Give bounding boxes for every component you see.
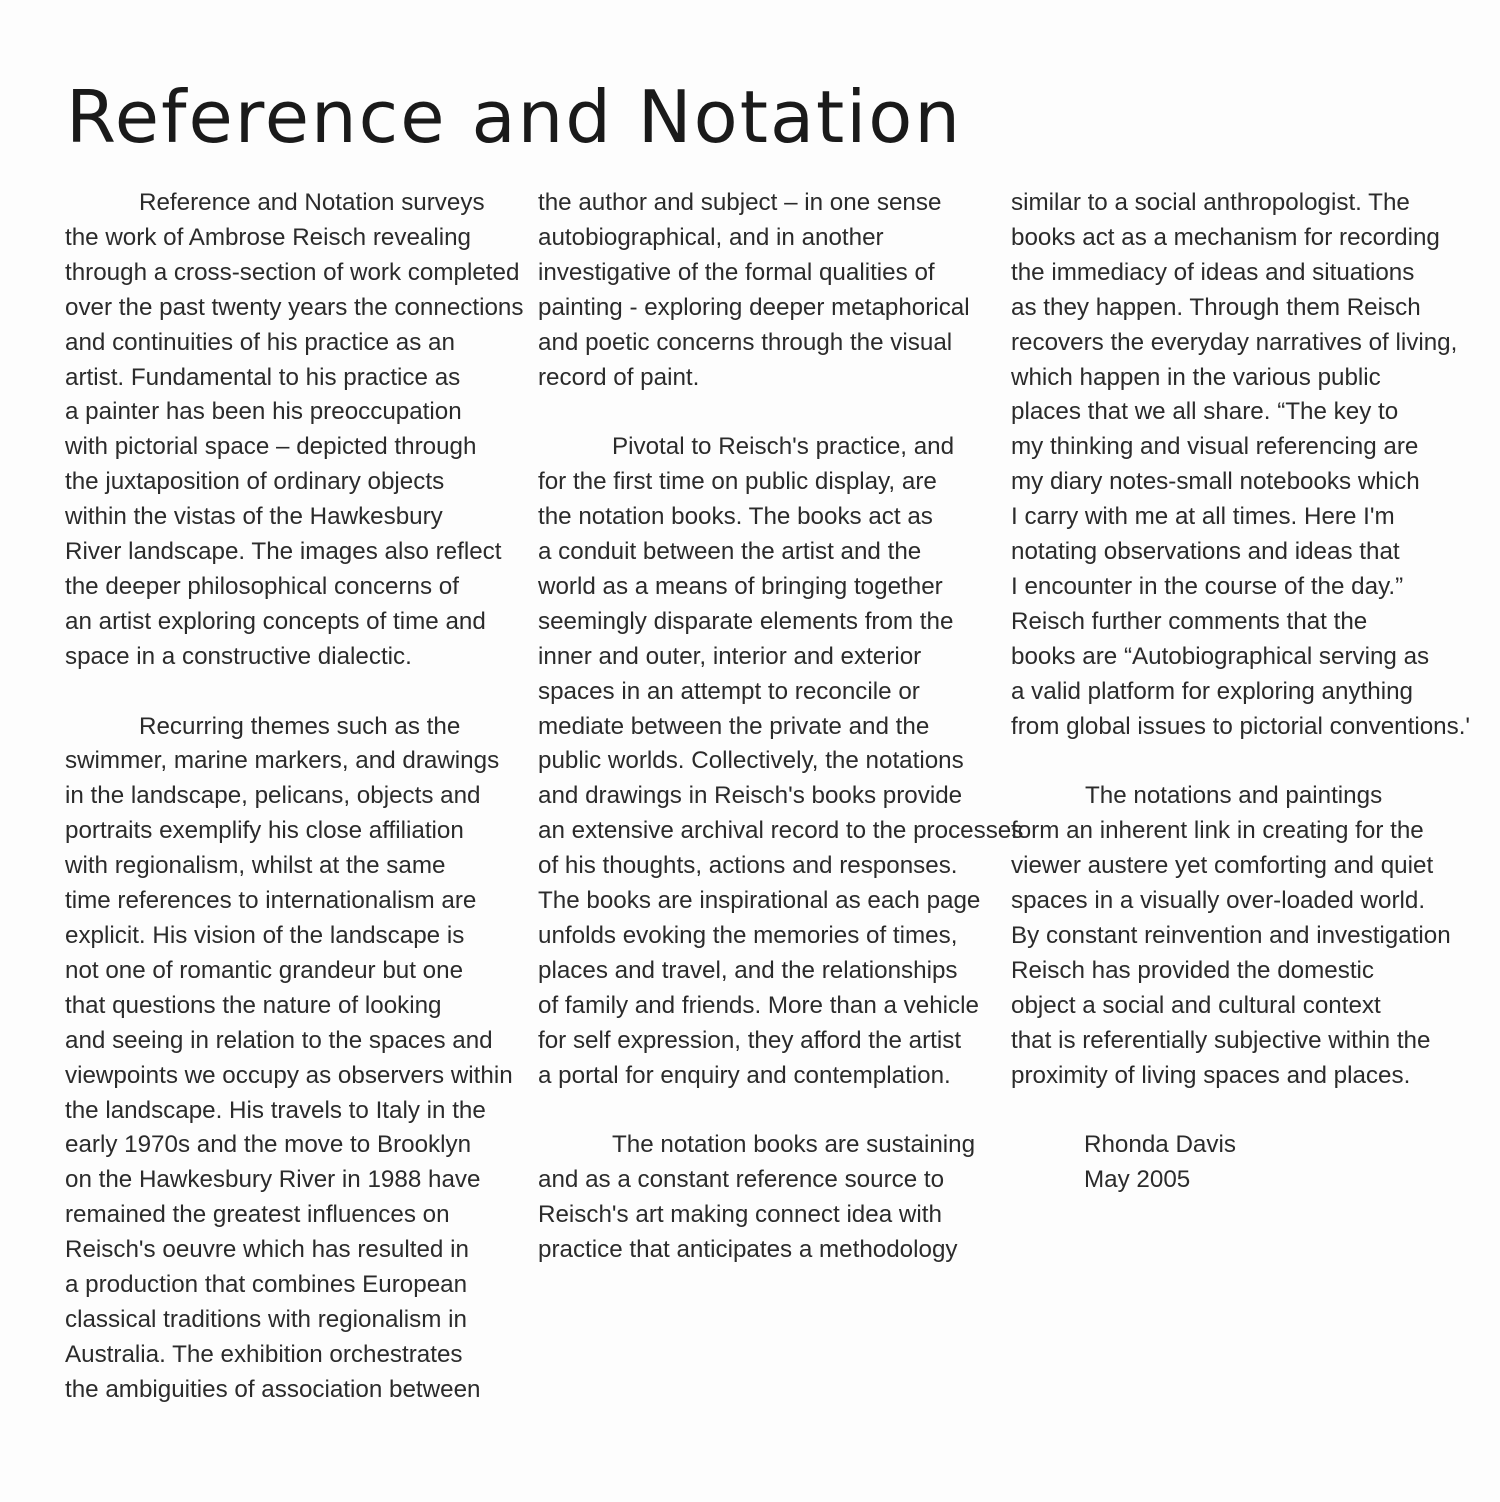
- text-line: River landscape. The images also reflect: [65, 538, 502, 566]
- text-line: spaces in an attempt to reconcile or: [538, 677, 920, 705]
- text-line: my diary notes-small notebooks which: [1011, 468, 1420, 496]
- text-line: artist. Fundamental to his practice as: [65, 363, 461, 391]
- text-line: world as a means of bringing together: [538, 572, 943, 600]
- text-line: the immediacy of ideas and situations: [1011, 258, 1415, 286]
- text-line: a portal for enquiry and contemplation.: [538, 1061, 951, 1089]
- text-line: of his thoughts, actions and responses.: [538, 852, 958, 880]
- text-line: from global issues to pictorial conventions.': [1011, 712, 1471, 740]
- text-line: through a cross-section of work completed: [65, 258, 520, 286]
- text-line: space in a constructive dialectic.: [65, 642, 412, 670]
- text-line: with pictorial space – depicted through: [65, 433, 477, 461]
- text-line: Australia. The exhibition orchestrates: [65, 1340, 463, 1368]
- text-line: Recurring themes such as the: [139, 712, 461, 740]
- text-line: remained the greatest influences on: [65, 1201, 450, 1229]
- text-line: and seeing in relation to the spaces and: [65, 1026, 493, 1054]
- text-line: portraits exemplify his close affiliation: [65, 817, 464, 845]
- text-line: explicit. His vision of the landscape is: [65, 922, 465, 950]
- text-line: the deeper philosophical concerns of: [65, 572, 459, 600]
- text-line: mediate between the private and the: [538, 712, 930, 740]
- text-line: the work of Ambrose Reisch revealing: [65, 223, 472, 251]
- text-line: The notation books are sustaining: [612, 1131, 976, 1159]
- text-line: my thinking and visual referencing are: [1011, 433, 1419, 461]
- text-line: a valid platform for exploring anything: [1011, 677, 1413, 705]
- text-line: Reisch further comments that the: [1011, 607, 1368, 635]
- text-line: not one of romantic grandeur but one: [65, 956, 464, 984]
- text-line: seemingly disparate elements from the: [538, 607, 954, 635]
- text-line: investigative of the formal qualities of: [538, 258, 935, 286]
- paragraph: [1011, 779, 1461, 1093]
- text-line: spaces in a visually over-loaded world.: [1011, 887, 1426, 915]
- text-line: proximity of living spaces and places.: [1011, 1061, 1411, 1089]
- text-line: as they happen. Through them Reisch: [1011, 293, 1421, 321]
- text-line: viewer austere yet comforting and quiet: [1011, 852, 1434, 880]
- text-column-2: [538, 186, 1024, 1268]
- text-line: the juxtaposition of ordinary objects: [65, 468, 445, 496]
- text-line: I encounter in the course of the day.”: [1011, 572, 1404, 600]
- paragraph-gap: [538, 1094, 988, 1129]
- text-line: an artist exploring concepts of time and: [65, 607, 486, 635]
- text-line: the notation books. The books act as: [538, 503, 933, 531]
- paragraph: [538, 1128, 988, 1268]
- text-line: time references to internationalism are: [65, 887, 477, 915]
- text-line: and continuities of his practice as an: [65, 328, 455, 356]
- text-line: recovers the everyday narratives of living,: [1011, 328, 1458, 356]
- text-line: inner and outer, interior and exterior: [538, 642, 922, 670]
- text-line: books act as a mechanism for recording: [1011, 223, 1440, 251]
- text-line: Reisch's oeuvre which has resulted in: [65, 1236, 469, 1264]
- text-column-1: [65, 186, 524, 1408]
- paragraph: [65, 710, 513, 1408]
- text-line: The notations and paintings: [1085, 782, 1383, 810]
- text-line: the ambiguities of association between: [65, 1375, 481, 1403]
- text-line: object a social and cultural context: [1011, 991, 1381, 1019]
- text-line: early 1970s and the move to Brooklyn: [65, 1131, 472, 1159]
- signature-date: May 2005: [1084, 1166, 1191, 1194]
- text-line: a production that combines European: [65, 1271, 468, 1299]
- text-column-3: [1011, 186, 1471, 1198]
- text-line: swimmer, marine markers, and drawings: [65, 747, 500, 775]
- paragraph-gap: [1011, 1094, 1461, 1129]
- text-line: public worlds. Collectively, the notations: [538, 747, 964, 775]
- text-line: and poetic concerns through the visual: [538, 328, 953, 356]
- text-line: similar to a social anthropologist. The: [1011, 189, 1410, 216]
- text-line: a painter has been his preoccupation: [65, 398, 462, 426]
- text-line: By constant reinvention and investigation: [1011, 922, 1451, 950]
- text-line: Reisch has provided the domestic: [1011, 956, 1375, 984]
- text-line: that is referentially subjective within the: [1011, 1026, 1431, 1054]
- text-line: a conduit between the artist and the: [538, 538, 922, 566]
- paragraph: [538, 430, 1024, 1093]
- page-title: Reference and Notation: [66, 75, 962, 159]
- paragraph: [538, 186, 988, 395]
- paragraph-gap: [65, 675, 510, 710]
- text-line: places and travel, and the relationships: [538, 956, 958, 984]
- text-line: practice that anticipates a methodology: [538, 1236, 958, 1264]
- text-line: on the Hawkesbury River in 1988 have: [65, 1166, 481, 1194]
- author-name: Rhonda Davis: [1084, 1131, 1236, 1159]
- text-line: with regionalism, whilst at the same: [65, 852, 446, 880]
- text-line: and as a constant reference source to: [538, 1166, 945, 1194]
- text-line: the landscape. His travels to Italy in the: [65, 1096, 486, 1124]
- text-line: in the landscape, pelicans, objects and: [65, 782, 481, 810]
- text-line: form an inherent link in creating for the: [1011, 817, 1424, 845]
- text-line: places that we all share. “The key to: [1011, 398, 1399, 426]
- text-line: and drawings in Reisch's books provide: [538, 782, 963, 810]
- paragraph: [65, 186, 524, 675]
- paragraph-gap: [1011, 745, 1461, 780]
- text-line: which happen in the various public: [1011, 363, 1381, 391]
- text-line: within the vistas of the Hawkesbury: [65, 503, 443, 531]
- text-line: The books are inspirational as each page: [538, 887, 981, 915]
- text-line: the author and subject – in one sense: [538, 189, 942, 216]
- text-line: that questions the nature of looking: [65, 991, 442, 1019]
- text-line: Pivotal to Reisch's practice, and: [612, 433, 955, 461]
- text-line: viewpoints we occupy as observers within: [65, 1061, 513, 1089]
- signature-block: [1011, 1128, 1461, 1198]
- text-line: classical traditions with regionalism in: [65, 1305, 467, 1333]
- text-line: unfolds evoking the memories of times,: [538, 922, 958, 950]
- text-line: an extensive archival record to the processes: [538, 817, 1024, 845]
- text-line: painting - exploring deeper metaphorical: [538, 293, 970, 321]
- paragraph: [1011, 186, 1471, 745]
- text-line: record of paint.: [538, 363, 700, 391]
- text-line: notating observations and ideas that: [1011, 538, 1400, 566]
- text-line: autobiographical, and in another: [538, 223, 884, 251]
- text-line: of family and friends. More than a vehicle: [538, 991, 979, 1019]
- text-line: I carry with me at all times. Here I'm: [1011, 503, 1395, 531]
- text-line: for the first time on public display, are: [538, 468, 937, 496]
- text-line: Reisch's art making connect idea with: [538, 1201, 942, 1229]
- text-line: for self expression, they afford the artist: [538, 1026, 962, 1054]
- text-line: Reference and Notation surveys: [139, 189, 485, 216]
- text-line: over the past twenty years the connections: [65, 293, 524, 321]
- text-line: books are “Autobiographical serving as: [1011, 642, 1430, 670]
- paragraph-gap: [538, 395, 988, 430]
